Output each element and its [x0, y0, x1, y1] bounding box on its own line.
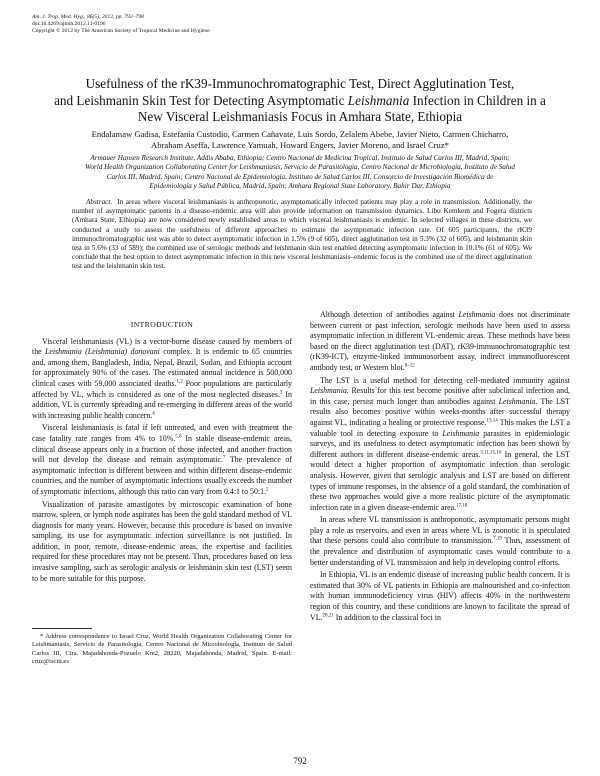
right-paragraph-4: In Ethiopia, VL is an endemic disease of increasing public health concern. It is estimated that 30% of VL patients in Ethiopia are malnourished and co-infection with human immunodeficiency virus (HIV) affects 40% in the northwestern region of this country, and these conditions are known to facilitate the spread of VL.$^{20,21}$ In addition to the classical foci in — [310, 570, 570, 622]
journal-citation: Am. J. Trop. Med. Hyg., 86(5), 2012, pp. 792–798 — [32, 14, 144, 20]
affiliation-line-1: Armauer Hansen Research Institute, Addis Ababa, Ethiopia; Centro Nacional de Medicina Tropical, Instituto de Salud Carlos III, Madrid, Spain; — [90, 154, 510, 162]
abstract — [72, 198, 532, 272]
journal-header — [32, 14, 210, 35]
authors-line-2: Abraham Aseffa, Lawrence Yamuah, Howard Engers, Javier Moreno, and Israel Cruz* — [151, 140, 449, 150]
footnote-text: * Address correspondence to Israel Cruz, World Health Organization Collaborating Center for Leishmaniasis, Servicio de Parasitología, Centro Nacional de Microbiología, Instituto de Salud Carlos III, Ctra. Majadahonda-Pozuelo Km2, 28220, Majadahonda, Madrid, Spain. E-mail: cruz@isciii.es — [32, 633, 292, 665]
affiliation-line-2: World Health Organization Collaborating Center for Leishmaniasis, Servicio de Parasitología, Centro Nacional de Microbiología, Instituto de Salud — [85, 163, 515, 172]
journal-doi: doi:10.4269/ajtmh.2012.11-0196 — [32, 21, 106, 27]
intro-paragraph-1: Visceral leishmaniasis (VL) is a vector-borne disease caused by members of the Leishmania (Leishmania) donovani complex. It is endemic to 65 countries and, among them, Bangladesh, India, Nepal, Brazil, Sudan, and Ethiopia account for approximately 90% of the cases. The estimated annual incidence is 500,000 clinical cases with 59,000 associated deaths.$^{1,2}$ Poor populations are particularly affected by VL, which is considered as one of the most neglected diseases.$^3$ In addition, VL is currently spreading and re-emerging in different areas of the world with increasing public health concern.$^4$ — [32, 336, 293, 420]
footnote-rule — [32, 628, 92, 629]
title-line-2: and Leishmanin Skin Test for Detecting Asymptomatic Leishmania Infection in Children in a — [54, 92, 546, 108]
page-number: 792 — [293, 756, 307, 766]
right-paragraph-3: In areas where VL transmission is anthroponotic, asymptomatic persons might play a role as reservoirs, and even in areas where VL is zoonotic it is speculated that these persons could also contribute to transmission.$^{7,19}$ Thus, assessment of the prevalence and distribution of asymptomatic cases would contribute to a better understanding of VL transmission and help in developing control efforts. — [310, 515, 570, 567]
intro-paragraph-2: Visceral leishmaniasis is fatal if left untreated, and even with treatment the case fatality rate ranges from 4% to 10%.$^{5,6}$ In stable disease-endemic areas, clinical disease appears only in a fraction of those infected, and another fraction will not develop the disease and remain asymptomatic.$^7$ The prevalence of asymptomatic infection is different between and within different disease-endemic countries, and the number of asymptomatic infections usually exceeds the number of symptomatic infections, although this ratio can vary from 0.4:1 to 50:1.$^2$ — [32, 423, 292, 496]
title-line-3: New Visceral Leishmaniasis Focus in Amhara State, Ethiopia — [137, 109, 463, 124]
journal-copyright: Copyright © 2012 by The American Society of Tropical Medicine and Hygiene — [32, 28, 210, 34]
right-paragraph-1: Although detection of antibodies against Leishmania does not discriminate between current or past infection, serologic methods have been used to assess asymptomatic infection in different VL-endemic areas. These methods have been based on the direct agglutination test (DAT), rK39-immunochromatographic test (rK39-ICT), enzyme-linked immunosorbent assay, indirect immunofluorescent antibody test, or Western blot.$^{8-12}$ — [310, 310, 570, 372]
intro-paragraph-3: Visualization of parasite amastigotes by microscopic examination of bone marrow, spleen, or lymph node aspirates has been the gold standard method of VL diagnosis for many years. However, because this procedure is based on invasive sampling, its use for asymptomatic infection surveillance is not justified. In addition, in poor, remote, disease-endemic areas, the expertise and facilities required for these procedures may not be present. Thus, procedures based on less invasive sampling, such as serologic analysis or leishmanin skin test (LST) seem to be more suitable for this purpose. — [32, 499, 292, 583]
title-line-1: Usefulness of the rK39-Immunochromatographic Test, Direct Agglutination Test, — [85, 76, 515, 91]
article-title — [40, 76, 560, 126]
right-column — [310, 310, 570, 625]
abstract-text: In areas where visceral leishmaniasis is anthroponotic, asymptomatically infected patients may play a role in transmission. Additionally, the number of asymptomatic patients in a disease-endemic area will also provide information on transmission dynamics. Libo Kemkem and Fogera districts (Amhara State, Ethiopia) are now considered newly established areas to which visceral leishmaniasis is endemic. In selected villages in these districts, we conducted a study to assess the usefulness of different approaches to estimate the asymptomatic infection rate. Of 605 participants, the rK39 immunochromatographic test was able to detect asymptomatic infection in 1.5% (9 of 605), direct agglutination test in 5.3% (32 of 605), and leishmanin skin test in 5.6% (33 of 589); the combined use of serologic methods and leishmanin skin test enabled detecting asymptomatic infection in 10.1% (61 of 605). We conclude that the best option to detect asymptomatic infection in this new visceral leishmaniasis–endemic focus is the combined use of the direct agglutination test and the leishmanin skin test. — [72, 198, 532, 271]
left-column — [32, 318, 292, 586]
affiliations — [32, 154, 568, 192]
author-list — [40, 129, 560, 151]
affiliation-line-4: Epidemiología y Salud Pública, Madrid, Spain; Amhara Regional State Laboratory, Bahir Dar, Ethiopia — [149, 182, 451, 191]
authors-line-1: Endalamaw Gadisa, Estefanía Custodio, Carmen Cañavate, Luis Sordo, Zelalem Abebe, Javier Nieto, Carmen Chicharro, — [91, 129, 509, 139]
section-heading-introduction: INTRODUCTION — [130, 320, 194, 329]
right-paragraph-2: The LST is a useful method for detecting cell-mediated immunity against Leishmania. Results for this test become positive after subclinical infection and, in this case, persist much longer than antibodies against Leishmania. The LST results also becomes positive within weeks-months after successful therapy against VL, indicating a healing or protective response.$^{13,14}$ This makes the LST a valuable tool in detecting exposure to Leishmania parasites in epidemiologic surveys, and its usefulness to detect asymptomatic infection has been shown by different authors in different disease-endemic areas.$^{3,11,15,16}$ In general, the LST would detect a higher proportion of asymptomatic infection than serologic analysis. However, given that serologic analysis and LST are based on different types of immune responses, in the absence of a gold standard, the combination of these two approaches would give a more realistic picture of the asymptomatic infection rate in a given disease-endemic area.$^{17,18}$ — [310, 375, 571, 512]
abstract-label: Abstract. — [86, 198, 113, 206]
correspondence-footnote — [32, 628, 292, 666]
affiliation-line-3: Carlos III, Madrid, Spain; Centro Nacional de Epidemiología, Instituto de Salud Carlos III, Consorcio de Investigación Biomédica de — [106, 172, 494, 181]
